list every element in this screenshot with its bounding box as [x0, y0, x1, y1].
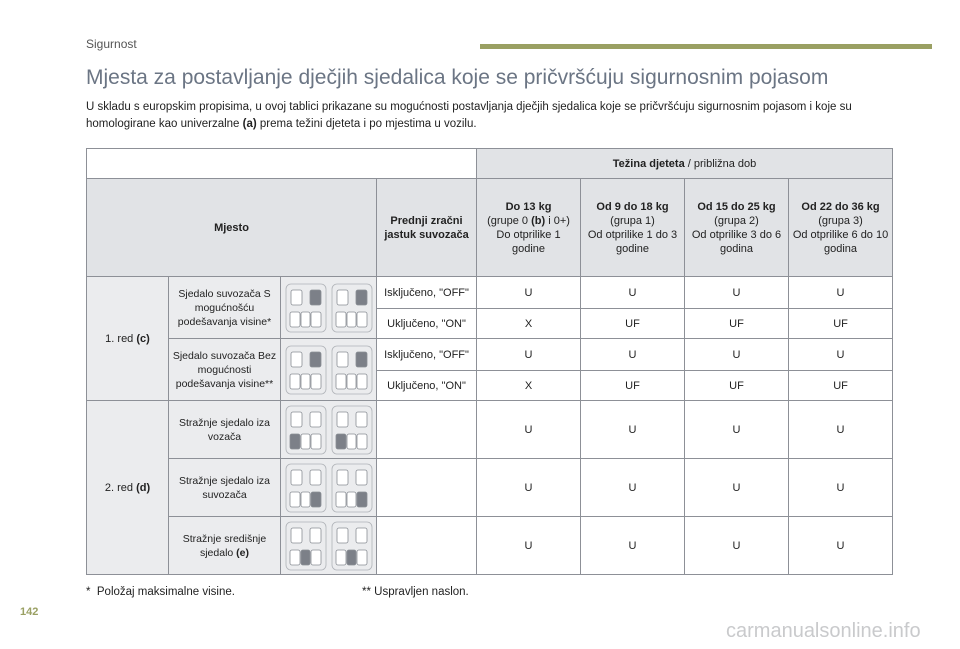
- table-cell: UF: [685, 371, 789, 401]
- page-number: 142: [20, 606, 39, 618]
- watermark: carmanualsonline.info: [726, 620, 921, 642]
- car-seat-diagram-icon: [283, 281, 375, 335]
- group-title: Od 9 do 18 kg: [596, 200, 669, 213]
- seat-outline: [290, 312, 300, 327]
- row1-label: [87, 277, 169, 401]
- col-header-seat: Mjesto: [87, 179, 377, 277]
- seat-outline: [357, 312, 367, 327]
- car-seat-diagram-icon: [283, 519, 375, 573]
- weight-header-bold: Težina djeteta: [612, 157, 685, 170]
- highlighted-seat: [310, 290, 321, 305]
- seat-outline: [356, 470, 367, 485]
- seat-label-rear-driver: [169, 401, 281, 459]
- table-cell: X: [477, 371, 581, 401]
- seat-outline: [336, 374, 346, 389]
- highlighted-seat: [356, 352, 367, 367]
- seat-outline: [337, 470, 348, 485]
- highlighted-seat: [336, 434, 346, 449]
- col-header-airbag: Prednji zračni jastuk suvozača: [377, 179, 477, 277]
- row2-label-note: (d): [136, 481, 151, 494]
- page-title: Mjesta za postavljanje dječjih sjedalica koje se pričvršćuju sigurnosnim pojasom: [86, 66, 829, 89]
- seat-outline: [347, 434, 356, 449]
- table-cell: U: [581, 401, 685, 459]
- seat-label-text: Stražnje središnje sjedalo: [182, 532, 267, 559]
- seat-outline: [347, 374, 356, 389]
- col-header-group: [477, 179, 581, 277]
- table-cell: U: [477, 517, 581, 575]
- group-subtitle-text: (grupa 2): [714, 214, 759, 227]
- footnote-marker: *: [86, 586, 91, 598]
- seat-outline: [290, 374, 300, 389]
- airbag-off-label: Isključeno, "OFF": [377, 277, 477, 309]
- seat-outline: [291, 470, 302, 485]
- group-age: Do otprilike 1 godine: [496, 228, 561, 255]
- seat-outline: [357, 374, 367, 389]
- col-header-group: [685, 179, 789, 277]
- seat-outline: [290, 492, 300, 507]
- car-seat-diagram-icon: [283, 403, 375, 457]
- footnote-text: Položaj maksimalne visine.: [96, 586, 235, 598]
- group-subtitle: [584, 214, 681, 228]
- highlighted-seat: [357, 492, 367, 507]
- seat-outline: [336, 312, 346, 327]
- seat-outline: [290, 550, 300, 565]
- table-cell: U: [581, 459, 685, 517]
- seat-outline: [347, 312, 356, 327]
- table-cell: U: [789, 459, 893, 517]
- group-subtitle-note: (b): [531, 214, 546, 227]
- highlighted-seat: [290, 434, 300, 449]
- row2-label-text: 2. red: [104, 481, 137, 494]
- group-title: Od 22 do 36 kg: [801, 200, 880, 213]
- seat-outline: [356, 528, 367, 543]
- group-title: Do 13 kg: [505, 200, 552, 213]
- airbag-on-label: Uključeno, "ON": [377, 309, 477, 339]
- highlighted-seat: [301, 550, 310, 565]
- group-subtitle: [688, 214, 785, 228]
- highlighted-seat: [356, 290, 367, 305]
- table-cell: U: [685, 277, 789, 309]
- weight-header-rest: / približna dob: [684, 157, 757, 170]
- table-cell: U: [477, 401, 581, 459]
- group-title: Od 15 do 25 kg: [697, 200, 776, 213]
- group-age: Od otprilike 3 do 6 godina: [691, 228, 782, 255]
- airbag-empty-cell: [377, 517, 477, 575]
- airbag-empty-cell: [377, 401, 477, 459]
- group-subtitle-text: (grupa 1): [610, 214, 655, 227]
- table-cell: U: [581, 277, 685, 309]
- table-cell: U: [477, 339, 581, 371]
- row1-label-text: 1. red: [105, 332, 137, 345]
- airbag-off-label: Isključeno, "OFF": [377, 339, 477, 371]
- col-header-group: [581, 179, 685, 277]
- col-header-group: [789, 179, 893, 277]
- group-subtitle-text: i 0+): [545, 214, 570, 227]
- seat-diagram-rear-center: [281, 517, 377, 575]
- seat-outline: [311, 550, 321, 565]
- seat-diagram-front-adjustable: [281, 277, 377, 339]
- footnote-one-star: [86, 586, 235, 598]
- intro-paragraph: [86, 99, 906, 133]
- table-cell: UF: [789, 309, 893, 339]
- intro-note-a: (a): [242, 118, 257, 130]
- table-cell: U: [581, 517, 685, 575]
- seat-outline: [336, 550, 346, 565]
- table-cell: X: [477, 309, 581, 339]
- seat-label-rear-center: [169, 517, 281, 575]
- seat-outline: [337, 352, 348, 367]
- intro-text-2: prema težini djeteta i po mjestima u vozilu.: [256, 118, 477, 130]
- highlighted-seat: [311, 492, 321, 507]
- seat-outline: [291, 528, 302, 543]
- highlighted-seat: [347, 550, 356, 565]
- seat-label-front-adjustable: Sjedalo suvozača S mogućnošću podešavanja visine*: [169, 277, 281, 339]
- table-cell: U: [477, 277, 581, 309]
- seat-outline: [357, 550, 367, 565]
- table-cell: U: [685, 459, 789, 517]
- seat-outline: [301, 492, 310, 507]
- seat-label-front-fixed: Sjedalo suvozača Bez mogućnosti podešavanja visine**: [169, 339, 281, 401]
- seat-outline: [301, 434, 310, 449]
- group-age: Od otprilike 1 do 3 godine: [587, 228, 678, 255]
- weight-header: [477, 149, 893, 179]
- group-subtitle: [480, 214, 577, 228]
- seat-outline: [337, 528, 348, 543]
- row2-label: [87, 401, 169, 575]
- seat-outline: [301, 312, 310, 327]
- table-cell: U: [789, 401, 893, 459]
- table-cell: UF: [581, 309, 685, 339]
- airbag-empty-cell: [377, 459, 477, 517]
- seat-outline: [291, 352, 302, 367]
- seat-outline: [311, 434, 321, 449]
- table-cell: U: [685, 517, 789, 575]
- seat-outline: [356, 412, 367, 427]
- group-subtitle-text: (grupa 3): [818, 214, 863, 227]
- table-cell: UF: [581, 371, 685, 401]
- seat-outline: [310, 412, 321, 427]
- header-spacer: [87, 149, 477, 179]
- group-age: Od otprilike 6 do 10 godina: [792, 228, 889, 255]
- seat-outline: [291, 290, 302, 305]
- seat-outline: [336, 492, 346, 507]
- seat-outline: [357, 434, 367, 449]
- table-cell: U: [685, 401, 789, 459]
- seat-outline: [347, 492, 356, 507]
- car-seat-diagram-icon: [283, 461, 375, 515]
- seat-diagram-front-fixed: [281, 339, 377, 401]
- section-bar: [480, 44, 932, 49]
- table-cell: U: [789, 339, 893, 371]
- seat-outline: [301, 374, 310, 389]
- seat-outline: [337, 290, 348, 305]
- airbag-on-label: Uključeno, "ON": [377, 371, 477, 401]
- intro-text-1: U skladu s europskim propisima, u ovoj tablici prikazane su mogućnosti postavljanja dječjih sjedalica koje se pričvršćuju sigurnosnim pojasom i koje su homologirane kao univerzalne: [86, 101, 852, 130]
- section-label: Sigurnost: [86, 37, 137, 51]
- seat-label-note: (e): [236, 546, 250, 559]
- seat-outline: [310, 528, 321, 543]
- group-subtitle: [792, 214, 889, 228]
- table-cell: U: [789, 277, 893, 309]
- seat-label-rear-passenger: [169, 459, 281, 517]
- table-cell: U: [581, 339, 685, 371]
- highlighted-seat: [310, 352, 321, 367]
- seat-diagram-rear-passenger: [281, 459, 377, 517]
- table-cell: UF: [685, 309, 789, 339]
- table-cell: U: [789, 517, 893, 575]
- seat-outline: [311, 312, 321, 327]
- child-seat-table: [86, 148, 893, 575]
- table-cell: UF: [789, 371, 893, 401]
- seat-outline: [337, 412, 348, 427]
- seat-outline: [291, 412, 302, 427]
- seat-label-text: Stražnje sjedalo iza vozača: [178, 416, 271, 443]
- table-cell: U: [477, 459, 581, 517]
- seat-outline: [311, 374, 321, 389]
- car-seat-diagram-icon: [283, 343, 375, 397]
- table-cell: U: [685, 339, 789, 371]
- seat-diagram-rear-driver: [281, 401, 377, 459]
- footnote-two-star: ** Uspravljen naslon.: [362, 586, 469, 598]
- row1-label-note: (c): [136, 332, 150, 345]
- seat-outline: [310, 470, 321, 485]
- group-subtitle-text: (grupe 0: [487, 214, 532, 227]
- seat-label-text: Stražnje sjedalo iza suvozača: [178, 474, 271, 501]
